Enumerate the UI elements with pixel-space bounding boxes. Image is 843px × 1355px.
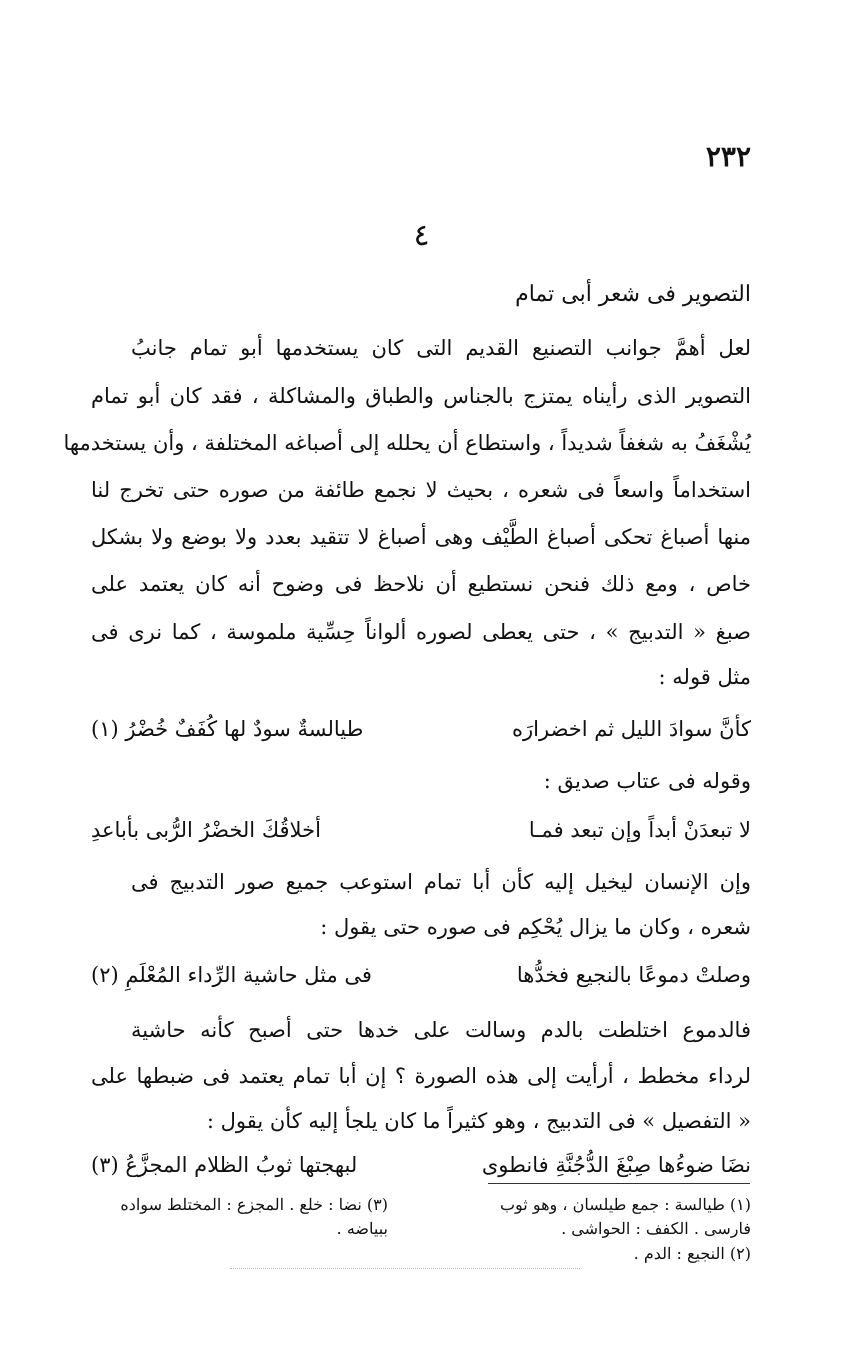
paragraph-line: يُشْغَفُ به شغفاً شديداً ، واستطاع أن يحلله إلى أصباغه المختلفة ، وأن يستخدمها bbox=[63, 431, 751, 455]
footnote-3: (٣) نضا : خلع . المجزع : المختلط سواده bbox=[120, 1195, 388, 1214]
section-title: التصوير فى شعر أبى تمام bbox=[515, 282, 751, 307]
paragraph-line: خاص ، ومع ذلك فنحن نستطيع أن نلاحظ فى وضوح أنه كان يعتمد على bbox=[91, 572, 751, 596]
section-number: ٤ bbox=[413, 218, 430, 253]
verse-first-hemistich: لا تبعدَنْ أبداً وإن تبعد فمـا bbox=[528, 818, 751, 842]
verse-first-hemistich: نضَا ضوءُها صِبْغَ الدُّجُنَّةِ فانطوى bbox=[481, 1153, 751, 1177]
footnote-separator bbox=[488, 1183, 750, 1184]
paragraph-line: وإن الإنسان ليخيل إليه كأن أبا تمام استوعب جميع صور التدبيج فى bbox=[131, 870, 751, 894]
verse-second-hemistich: فى مثل حاشية الرِّداء المُعْلَمِ (٢) bbox=[91, 963, 372, 987]
verse-line bbox=[91, 1150, 751, 1180]
paragraph-line: منها أصباغ تحكى أصباغ الطَّيْف وهى أصباغ لا تتقيد بعدد ولا بوضع ولا بشكل bbox=[91, 525, 751, 549]
paragraph-line: استخداماً واسعاً فى شعره ، بحيث لا نجمع طائفة من صوره حتى تخرج لنا bbox=[91, 478, 751, 502]
paragraph-line: « التفصيل » فى التدبيج ، وهو كثيراً ما كان يلجأ إليه كأن يقول : bbox=[206, 1109, 751, 1133]
paragraph-line: مثل قوله : bbox=[658, 665, 751, 689]
paragraph-line: لرداء مخطط ، أرأيت إلى هذه الصورة ؟ إن أبا تمام يعتمد فى ضبطها على bbox=[91, 1064, 751, 1088]
footnote-3-continued: ببياضه . bbox=[336, 1219, 388, 1238]
verse-line bbox=[91, 714, 751, 744]
page-number: ٢٣٢ bbox=[705, 140, 751, 173]
footnote-1-continued: فارسى . الكفف : الحواشى . bbox=[561, 1219, 751, 1238]
verse-line bbox=[91, 960, 751, 990]
verse-second-hemistich: طيالسةٌ سودٌ لها كُفَفٌ خُضْرُ (١) bbox=[91, 717, 364, 741]
verse-second-hemistich: لبهجتها ثوبُ الظلام المجزَّعُ (٣) bbox=[91, 1153, 358, 1177]
verse-second-hemistich: أخلاقُكَ الخضْرُ الرُّبى بأباعدِ bbox=[91, 818, 321, 842]
footnote-1: (١) طيالسة : جمع طيلسان ، وهو ثوب bbox=[499, 1195, 751, 1214]
verse-first-hemistich: وصلتْ دموعًا بالنجيع فخدُّها bbox=[516, 963, 751, 987]
verse-line bbox=[91, 815, 751, 845]
verse-first-hemistich: كأنَّ سوادَ الليل ثم اخضرارَه bbox=[512, 717, 751, 741]
paragraph-line: التصوير الذى رأيناه يمتزج بالجناس والطباق والمشاكلة ، فقد كان أبو تمام bbox=[91, 384, 751, 408]
verse-intro: وقوله فى عتاب صديق : bbox=[543, 769, 751, 793]
footnote-2: (٢) النجيع : الدم . bbox=[633, 1244, 751, 1263]
bottom-dotted-rule bbox=[230, 1268, 580, 1269]
paragraph-line: صبغ « التدبيج » ، حتى يعطى لصوره ألواناً حِسِّية ملموسة ، كما نرى فى bbox=[91, 620, 751, 644]
paragraph-line: لعل أهمَّ جوانب التصنيع القديم التى كان يستخدمها أبو تمام جانبُ bbox=[131, 336, 751, 360]
paragraph-line: شعره ، وكان ما يزال يُحْكِم فى صوره حتى يقول : bbox=[320, 915, 751, 939]
paragraph-line: فالدموع اختلطت بالدم وسالت على خدها حتى أصبح كأنه حاشية bbox=[131, 1018, 751, 1042]
